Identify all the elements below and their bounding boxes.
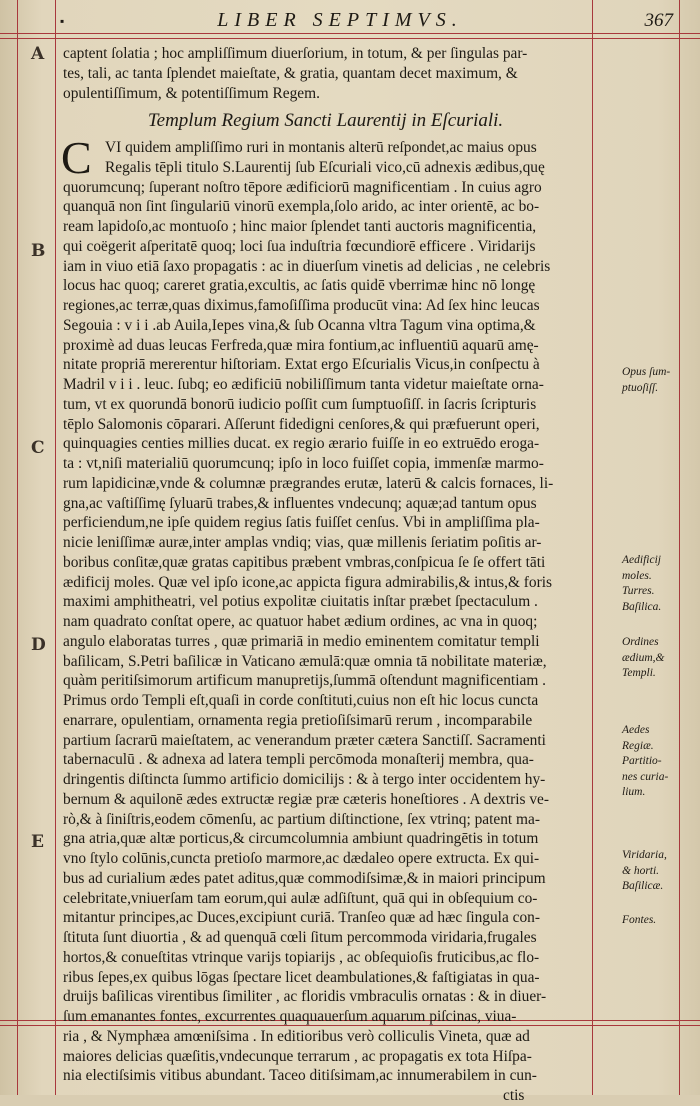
text-line: tēplo Salomonis cōparari. Aſſerunt fidedigni cenſores,& qui præfuerunt operi, — [63, 415, 540, 433]
note-line: nes curia- — [622, 770, 669, 783]
text-line: rum lapidicinæ,vnde & columnæ prægrandes erutæ, laterū & calcis fornaces, li- — [63, 474, 554, 492]
text-line: celebritate,vniuerſam tam eorum,qui aulæ adſiſtunt, quā qui in obſequium co- — [63, 889, 538, 907]
note-line: ptuoſiſſ. — [622, 381, 659, 394]
note-line: Templi. — [622, 667, 656, 679]
text-line: mitantur principes,ac Duces,excipiunt curiā. Tranſeo quæ ad hæc ſingula con- — [63, 909, 540, 927]
text-line: Madril v i i . leuc. ſubq; eo ædificiū nobiliſſimum tanta videtur maieſtate orna- — [63, 376, 544, 393]
body-paragraph — [63, 138, 588, 1106]
text-line: quanquā non ſint ſingulariū vinorū exempla,ſolo arido, ac inter orientē, ac bo- — [63, 198, 540, 216]
text-line: tes, tali, ac tanta ſplendet maieſtate, & gratia, quantam decet maximum, & — [63, 64, 518, 82]
margin-letter-b: B — [31, 241, 46, 261]
margin-note-aedificij — [622, 553, 700, 615]
text-line: ria , & Nymphæa amœniſsima . In editioribus verò colliculis Vineta, quæ ad — [63, 1027, 530, 1045]
text-line: ta : vt,niſi materialiū quorumcunq; ipſo in loco fuiſſet copia, immenſæ marmo- — [63, 455, 544, 472]
text-line: qui coëgerit aſperitatē quoq; loci ſua induſtria fœcundiorē efficere . Viridarijs — [63, 237, 536, 255]
text-line: nitate propriā mererentur hiſtoriam. Extat ergo Eſcurialis Vicus,in conſpectu à — [63, 356, 540, 374]
margin-letter-c: C — [31, 438, 45, 458]
intro-paragraph — [63, 44, 588, 103]
note-line: moles. — [622, 569, 652, 582]
text-line: quinquagies centies millies ducat. ex regio ærario fuiſſe in eo extruēdo eroga- — [63, 435, 540, 453]
text-line: opulentiſſimum, & potentiſſimum Regem. — [63, 84, 320, 102]
text-line: tabernaculū . & adnexa ad latera templi percōmoda monaſterij membra, qua- — [63, 751, 534, 769]
margin-note-viridaria — [622, 848, 700, 928]
right-inner-rule — [592, 0, 593, 1095]
section-heading: Templum Regium Sancti Laurentij in Eſcuriali. — [147, 110, 504, 131]
text-line: gna atria,quæ altæ porticus,& circumcolumnia ambiunt quadringētis in totum — [63, 830, 539, 848]
text-line: proximè ad duas leucas Ferfreda,quæ mira fontium,ac influentiū aquarū amę- — [63, 336, 539, 354]
text-line: gna,ac vaſtiſſimę ſyluarū trabes,& influentes vndecunq; aquæ;ad tantum opus — [63, 494, 537, 512]
text-line: nia electiſsimis vitibus abundant. Taceo ditiſsimam,ac innumerabilem in cun- — [63, 1067, 537, 1085]
text-line: bernum & aquilonē ædes extructæ regiæ præ cæteris honeſtiores . A dextris ve- — [63, 790, 549, 808]
note-line: & horti. — [622, 864, 660, 877]
text-line: rò,& à ſiniſtris,eodem cōmenſu, ac partium diſtinctione, ſex vtrinq; patent ma- — [63, 810, 540, 828]
note-line: Opus ſum- — [622, 366, 671, 378]
text-line: ædificij moles. Quæ vel ipſo icone,ac appicta figura admirabilis,& intus,& foris — [63, 573, 552, 591]
page-number: 367 — [644, 10, 673, 31]
text-line: hortos,& conueſtitas vtrinque varijs topiarijs , ac obſequioſis fruticibus,ac flo- — [63, 948, 540, 966]
note-line: Regiæ. — [622, 739, 654, 752]
text-line: nam quadrato conſtat opere, ac quatuor habet ædium ordines, ac vna in quoq; — [63, 613, 538, 630]
text-line: VI quidem ampliſſimo ruri in montanis alterū reſpondet,ac maius opus — [105, 139, 537, 156]
text-line: ream lapidoſo,ac montuoſo ; hinc maior ſplendet tanti auctoris magnificentia, — [63, 218, 537, 235]
margin-letter-d: D — [31, 635, 46, 655]
text-line: baſilicam, S.Petri baſilicæ in Vaticano æmulā:quæ omnia tā nobilitate materiæ, — [63, 652, 547, 670]
text-line: boribus conſitæ,quæ gratas capitibus præbent vmbras,conſpicua ſe ſe offert tāti — [63, 553, 546, 571]
text-line: quorumcunq; ſuperant noſtro tēpore ædificiorū magnificentiam . In cuius agro — [63, 178, 542, 196]
text-line: vno ſtylo colūnis,cuncta pretioſo marmore,ac dædaleo opere extructa. Ex qui- — [63, 850, 540, 867]
note-line: ædium,& — [622, 651, 665, 664]
text-line: ſtituta ſunt diuortia , & ad quenquā cœli ſitum percommoda viridaria,frugales — [63, 929, 537, 946]
right-outer-rule — [679, 0, 680, 1095]
note-line: Baſilicæ. — [622, 880, 664, 892]
text-line: perficiendum,ne ipſe quidem regius ſatis fuiſſet cenſus. Vbi in ampliſſima pla- — [63, 514, 540, 532]
note-line: Partitio- — [622, 755, 662, 767]
text-line: captent ſolatia ; hoc ampliſſimum diuerſorium, in totum, & per ſingulas par- — [63, 45, 528, 62]
note-line: Aedes — [622, 724, 650, 736]
note-line: Aedificij — [622, 554, 661, 566]
margin-letter-e: E — [31, 832, 44, 852]
text-line: tum, vt ex quorundā bonorū iudicio poſſit cum ſumptuoſiſſ. in ſacris ſcripturis — [63, 395, 537, 413]
text-line: bus ad curialium ædes patet aditus,quæ commodiſsimæ,& in maiori principum — [63, 869, 546, 887]
note-line: Ordines — [622, 636, 659, 648]
text-line: ribus ſepes,ex quibus lōgas ſpectare licet deambulationes,& faſtigiatas in qua- — [63, 968, 540, 986]
text-line: enarrare, opulentiam, ornamenta regia pretioſiſsimarū rerum , incomparabile — [63, 711, 533, 729]
text-line: locus hac quoq; careret gratia,excultis, ac ſatis quidē vberrimæ hinc nō longę — [63, 277, 536, 295]
text-line: Primus ordo Templi eſt,quaſi in corde conſtituti,cuius non eſt hic locus cuncta — [63, 692, 539, 709]
header-rule-top — [0, 33, 700, 34]
drop-cap: C — [61, 132, 92, 183]
note-line: Turres. — [622, 585, 655, 597]
text-line: maiores delicias quæſitis,vndecunque terrarum , ac propagatis ex tota Hiſpa- — [63, 1047, 532, 1065]
text-line: druijs baſilicas virentibus ſimiliter , ac floridis vmbraculis ornatas : & in diuer- — [63, 988, 547, 1006]
text-line: angulo elaboratas turres , quæ primariā in medio eminentem comitatur templi — [63, 632, 540, 650]
note-line: Viridaria, — [622, 849, 667, 861]
note-line: Fontes. — [622, 913, 657, 926]
text-line: quàm peritiſsimorum artificum manupretijs,ſummā oſtendunt magnificentiam . — [63, 672, 546, 690]
header-rule-bottom — [0, 38, 700, 39]
text-line: Regalis tēpli titulo S.Laurentij ſub Eſcuriali vico,cū adnexis ædibus,quę — [105, 158, 545, 176]
margin-note-opus — [622, 365, 700, 396]
note-line: lium. — [622, 786, 646, 798]
text-line: iam in viuo etiā ſaxo propagatis : ac in diuerſum vinetis ad delicias , ne celebris — [63, 257, 551, 275]
header-mark: ▪ — [60, 14, 65, 28]
margin-note-aedes — [622, 723, 700, 801]
text-line: ſum emanantes fontes, excurrentes quaquauerſum aquarum piſcinas, viua- — [63, 1008, 517, 1025]
left-inner-rule — [55, 0, 56, 1095]
running-title: LIBER SEPTIMVS. — [217, 9, 463, 31]
margin-note-ordines — [622, 635, 700, 682]
text-line: Segouia : v i i .ab Auila,Iepes vina,& ſub Ocanna vltra Tagum vina optima,& — [63, 316, 536, 334]
note-line: Baſilica. — [622, 600, 662, 613]
margin-letter-a: A — [31, 44, 45, 64]
text-line: maximi amphitheatri, vel potius expolitæ ciuitatis inſtar præbet ſpectaculum . — [63, 593, 538, 611]
text-line: partium ſacrarū maieſtatem, ac venerandum præter cætera Sanctiſſ. Sacramenti — [63, 731, 546, 749]
text-line: dringentis diſtincta ſummo artificio domicilijs : & à tergo inter occidentem hy- — [63, 771, 546, 788]
left-outer-rule — [17, 0, 18, 1095]
text-line: regiones,ac terræ,quas diximus,famoſiſſima producūt vina: Ad ſex hinc leucas — [63, 297, 540, 314]
text-line: ctis — [503, 1087, 525, 1104]
text-line: nicie leniſſimæ auræ,inter amplas vndiq; vias, quæ millenis ſeriatim poſitis ar- — [63, 534, 542, 551]
